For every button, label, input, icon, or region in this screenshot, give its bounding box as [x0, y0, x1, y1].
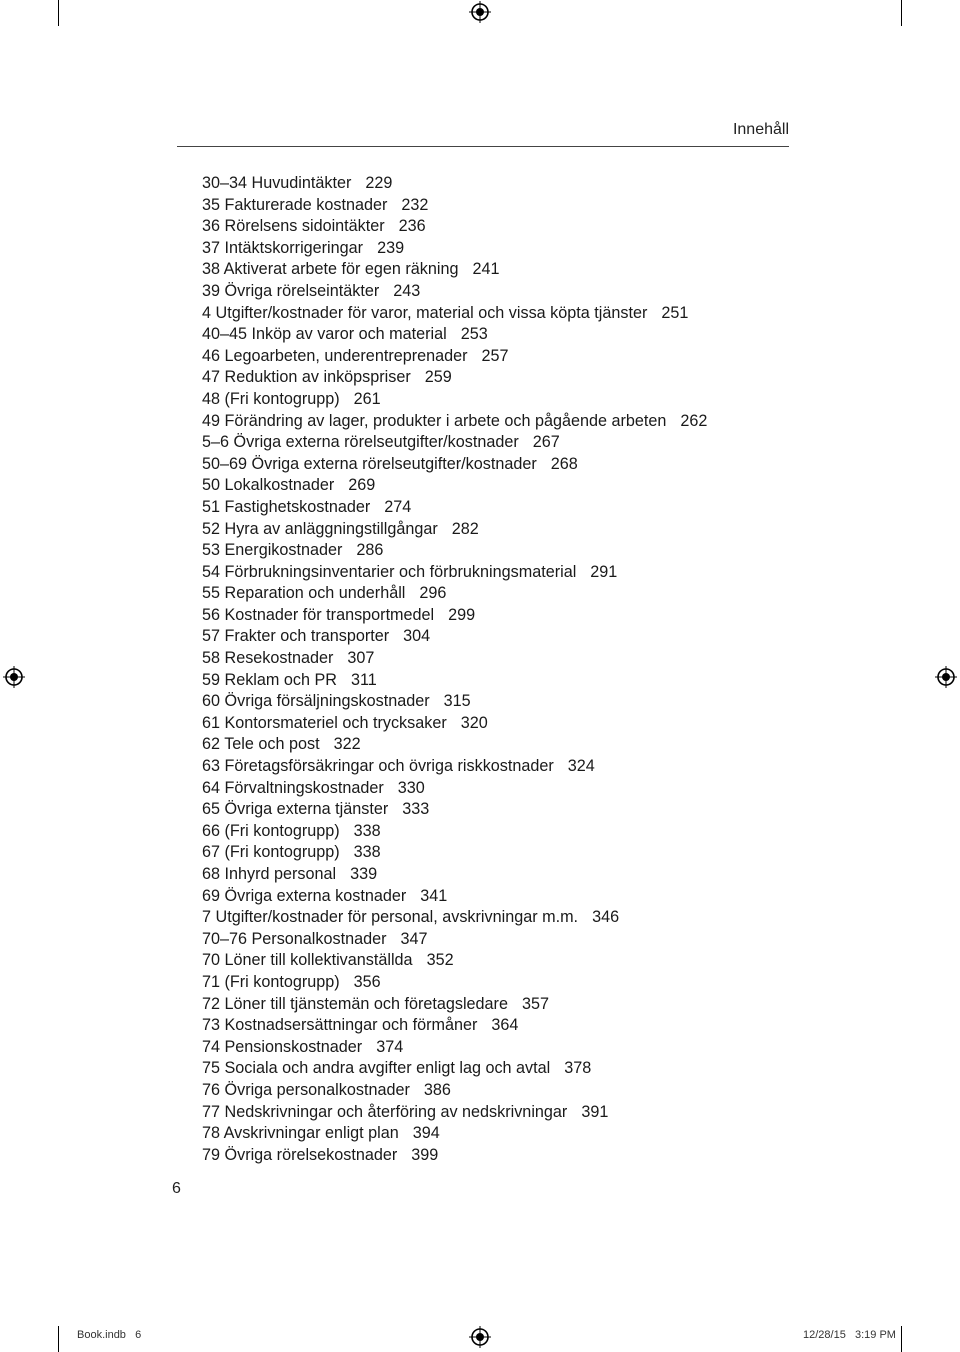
- toc-entry-label: 69 Övriga externa kostnader: [202, 886, 407, 905]
- toc-entry: [202, 691, 802, 713]
- toc-entry: [202, 713, 802, 735]
- toc-entry: [202, 281, 802, 303]
- toc-entry-page: 304: [403, 627, 431, 646]
- toc-entry: [202, 734, 802, 756]
- toc-entry: [202, 454, 802, 476]
- toc-entry-label: 37 Intäktskorrigeringar: [202, 238, 364, 257]
- toc-entry: [202, 1102, 802, 1124]
- toc-entry-page: 394: [412, 1124, 440, 1143]
- crop-mark-top-left: [58, 0, 59, 26]
- toc-entry-page: 282: [451, 519, 479, 538]
- toc-entry: [202, 432, 802, 454]
- toc-entry-label: 67 (Fri kontogrupp): [202, 843, 340, 862]
- toc-entry: [202, 367, 802, 389]
- toc-entry-label: 51 Fastighetskostnader: [202, 497, 371, 516]
- toc-entry: [202, 324, 802, 346]
- toc-entry-label: 7 Utgifter/kostnader för personal, avskrivningar m.m.: [202, 908, 579, 927]
- toc-entry: [202, 346, 802, 368]
- crop-mark-bottom-right: [901, 1326, 902, 1352]
- registration-mark-icon: [3, 666, 25, 688]
- toc-entry: [202, 497, 802, 519]
- toc-entry-page: 236: [398, 217, 426, 236]
- toc-entry-label: 56 Kostnader för transportmedel: [202, 605, 435, 624]
- toc-entry: [202, 626, 802, 648]
- toc-entry-label: 79 Övriga rörelsekostnader: [202, 1145, 398, 1164]
- toc-entry: [202, 1058, 802, 1080]
- toc-entry-page: 324: [567, 757, 595, 776]
- toc-entry-page: 399: [411, 1145, 439, 1164]
- toc-entry-label: 30–34 Huvudintäkter: [202, 174, 352, 192]
- toc-entry-page: 386: [423, 1080, 451, 1099]
- toc-entry-page: 352: [426, 951, 454, 970]
- toc-entry-label: 72 Löner till tjänstemän och företagsledare: [202, 994, 508, 1013]
- toc-entry-label: 50–69 Övriga externa rörelseutgifter/kostnader: [202, 454, 537, 473]
- toc-entry-page: 253: [460, 325, 488, 344]
- toc-entry-page: 257: [481, 346, 509, 365]
- toc-entry-page: 339: [350, 865, 378, 883]
- toc-entry: [202, 994, 802, 1016]
- toc-entry-label: 77 Nedskrivningar och återföring av nedskrivningar: [202, 1102, 568, 1121]
- toc-entry-page: 286: [356, 541, 384, 560]
- header-rule: [177, 146, 789, 147]
- toc-entry-label: 61 Kontorsmateriel och trycksaker: [202, 713, 447, 732]
- toc-entry-label: 39 Övriga rörelseintäkter: [202, 281, 380, 300]
- crop-mark-top-right: [901, 0, 902, 26]
- toc-entry-label: 36 Rörelsens sidointäkter: [202, 217, 385, 236]
- slug-file: Book.indb 6: [77, 1329, 142, 1341]
- toc-entry-page: 338: [353, 843, 381, 862]
- page-number: 6: [172, 1180, 181, 1197]
- toc-entry: [202, 1015, 802, 1037]
- toc-entry-label: 66 (Fri kontogrupp): [202, 821, 340, 840]
- toc-entry-page: 274: [384, 497, 412, 516]
- toc-entry-label: 71 (Fri kontogrupp): [202, 972, 340, 991]
- toc-entry: [202, 907, 802, 929]
- toc-entry-page: 374: [376, 1037, 404, 1056]
- toc-entry: [202, 842, 802, 864]
- toc-entry-page: 378: [564, 1059, 592, 1078]
- toc-entry: [202, 1123, 802, 1145]
- toc-entry: [202, 648, 802, 670]
- toc-entry-label: 57 Frakter och transporter: [202, 627, 390, 646]
- toc-entry-label: 35 Fakturerade kostnader: [202, 195, 388, 214]
- toc-entry: [202, 389, 802, 411]
- toc-entry-page: 311: [350, 670, 377, 689]
- toc-entry-page: 315: [443, 692, 471, 711]
- table-of-contents: [202, 173, 802, 1166]
- toc-entry-label: 55 Reparation och underhåll: [202, 584, 406, 603]
- toc-entry: [202, 475, 802, 497]
- toc-entry: [202, 216, 802, 238]
- toc-entry-page: 259: [424, 368, 452, 387]
- toc-entry-page: 269: [348, 476, 376, 495]
- toc-entry-label: 46 Legoarbeten, underentreprenader: [202, 346, 468, 365]
- toc-entry-label: 78 Avskrivningar enligt plan: [202, 1124, 399, 1143]
- toc-entry-page: 229: [365, 174, 393, 192]
- toc-entry-page: 320: [460, 713, 488, 732]
- toc-entry-label: 70–76 Personalkostnader: [202, 929, 387, 948]
- toc-entry-label: 64 Förvaltningskostnader: [202, 778, 384, 797]
- toc-entry: [202, 972, 802, 994]
- toc-entry-label: 4 Utgifter/kostnader för varor, material och vissa köpta tjänster: [202, 303, 648, 322]
- toc-entry: [202, 1037, 802, 1059]
- toc-entry-label: 38 Aktiverat arbete för egen räkning: [202, 260, 459, 279]
- toc-entry-page: 232: [401, 195, 429, 214]
- registration-mark-icon: [935, 666, 957, 688]
- toc-entry-page: 261: [353, 389, 381, 408]
- toc-entry-page: 347: [400, 929, 428, 948]
- toc-entry-label: 76 Övriga personalkostnader: [202, 1080, 410, 1099]
- toc-entry-page: 322: [333, 735, 361, 754]
- toc-entry-page: 267: [532, 433, 560, 452]
- toc-entry-label: 60 Övriga försäljningskostnader: [202, 692, 430, 711]
- toc-entry-label: 53 Energikostnader: [202, 541, 343, 560]
- toc-entry-page: 241: [472, 260, 500, 279]
- toc-entry: [202, 886, 802, 908]
- toc-entry: [202, 540, 802, 562]
- toc-entry: [202, 864, 802, 886]
- toc-entry-label: 74 Pensionskostnader: [202, 1037, 363, 1056]
- toc-entry: [202, 670, 802, 692]
- toc-entry: [202, 303, 802, 325]
- toc-entry-label: 73 Kostnadsersättningar och förmåner: [202, 1016, 478, 1035]
- toc-entry-page: 330: [397, 778, 425, 797]
- toc-entry: [202, 259, 802, 281]
- toc-entry: [202, 519, 802, 541]
- toc-entry-page: 239: [377, 238, 405, 257]
- toc-entry-page: 346: [592, 908, 620, 927]
- toc-entry: [202, 605, 802, 627]
- toc-entry-page: 299: [448, 605, 476, 624]
- toc-entry-label: 59 Reklam och PR: [202, 670, 337, 689]
- toc-entry-page: 391: [581, 1102, 609, 1121]
- toc-entry-page: 338: [353, 821, 381, 840]
- toc-entry-page: 268: [550, 454, 578, 473]
- toc-entry: [202, 411, 802, 433]
- toc-entry: [202, 1080, 802, 1102]
- toc-entry-page: 307: [347, 649, 375, 668]
- toc-entry-label: 62 Tele och post: [202, 735, 320, 754]
- toc-entry-label: 40–45 Inköp av varor och material: [202, 325, 447, 344]
- toc-entry-label: 68 Inhyrd personal: [202, 865, 337, 883]
- toc-entry: [202, 562, 802, 584]
- toc-entry: [202, 799, 802, 821]
- registration-mark-icon: [469, 1326, 491, 1348]
- toc-entry: [202, 1145, 802, 1167]
- toc-entry-page: 243: [393, 281, 421, 300]
- toc-entry-page: 357: [521, 994, 549, 1013]
- toc-entry-page: 291: [590, 562, 618, 581]
- toc-entry-label: 49 Förändring av lager, produkter i arbete och pågående arbeten: [202, 411, 667, 430]
- toc-entry: [202, 821, 802, 843]
- toc-entry-page: 364: [491, 1016, 519, 1035]
- toc-entry-page: 333: [402, 800, 430, 819]
- toc-entry-page: 341: [420, 886, 448, 905]
- registration-mark-icon: [469, 1, 491, 23]
- running-header-title: Innehåll: [732, 121, 789, 138]
- toc-entry: [202, 238, 802, 260]
- slug-timestamp: 12/28/15 3:19 PM: [803, 1329, 896, 1341]
- toc-entry: [202, 929, 802, 951]
- toc-entry-label: 58 Resekostnader: [202, 649, 334, 668]
- toc-entry-label: 52 Hyra av anläggningstillgångar: [202, 519, 438, 538]
- toc-entry-label: 75 Sociala och andra avgifter enligt lag och avtal: [202, 1059, 551, 1078]
- toc-entry-page: 296: [419, 584, 447, 603]
- toc-entry: [202, 950, 802, 972]
- toc-entry: [202, 195, 802, 217]
- toc-entry-page: 356: [353, 972, 381, 991]
- toc-entry-label: 54 Förbrukningsinventarier och förbrukningsmaterial: [202, 562, 577, 581]
- toc-entry: [202, 756, 802, 778]
- toc-entry: [202, 583, 802, 605]
- toc-entry-page: 262: [680, 411, 708, 430]
- toc-entry-label: 50 Lokalkostnader: [202, 476, 335, 495]
- toc-entry: [202, 778, 802, 800]
- toc-entry-label: 63 Företagsförsäkringar och övriga riskkostnader: [202, 757, 554, 776]
- toc-entry-label: 47 Reduktion av inköpspriser: [202, 368, 411, 387]
- toc-entry-label: 5–6 Övriga externa rörelseutgifter/kostnader: [202, 433, 519, 452]
- toc-entry-page: 251: [661, 303, 689, 322]
- toc-entry: [202, 173, 802, 195]
- toc-entry-label: 70 Löner till kollektivanställda: [202, 951, 413, 970]
- toc-entry-label: 48 (Fri kontogrupp): [202, 389, 340, 408]
- crop-mark-bottom-left: [58, 1326, 59, 1352]
- toc-entry-label: 65 Övriga externa tjänster: [202, 800, 389, 819]
